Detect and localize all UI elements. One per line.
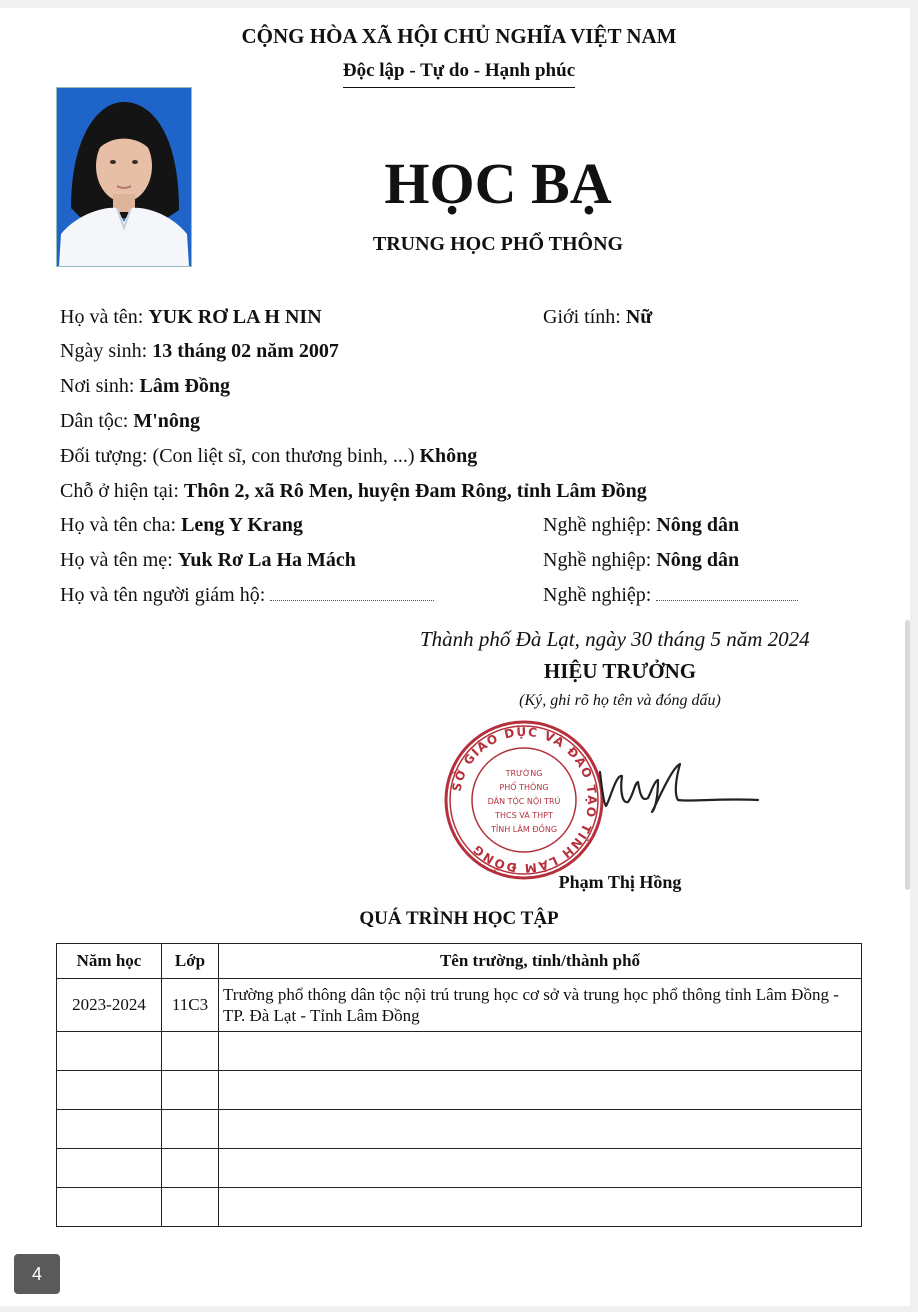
history-title: QUÁ TRÌNH HỌC TẬP	[359, 908, 559, 929]
guardian-label: Họ và tên người giám hộ:	[60, 584, 266, 606]
school-year-cell	[57, 1032, 162, 1071]
stamp-line-3: DÂN TỘC NỘI TRÚ	[487, 797, 561, 806]
school-year-cell	[57, 1071, 162, 1110]
student-category: Không	[419, 445, 478, 467]
mother-job-row	[543, 549, 739, 572]
father-job: Nông dân	[656, 514, 740, 536]
table-row	[57, 979, 862, 1032]
gender-row	[543, 306, 652, 329]
guardian-job-blank	[656, 588, 798, 601]
ethnicity-label: Dân tộc:	[60, 410, 129, 432]
school-name-cell	[219, 1188, 862, 1227]
vertical-scrollbar[interactable]	[905, 620, 910, 890]
name-row	[60, 306, 322, 329]
motto-container	[0, 60, 918, 88]
mother-row	[60, 549, 356, 572]
guardian-row	[60, 584, 434, 607]
father-job-label: Nghề nghiệp:	[543, 514, 652, 536]
category-row	[60, 445, 477, 468]
study-history-table	[56, 943, 862, 1227]
birthplace-row	[60, 375, 230, 398]
table-row	[57, 1110, 862, 1149]
national-header: CỘNG HÒA XÃ HỘI CHỦ NGHĨA VIỆT NAM	[241, 24, 677, 48]
father-row	[60, 514, 303, 537]
school-year-cell: 2023-2024	[57, 979, 162, 1032]
class-cell: 11C3	[162, 979, 219, 1032]
table-header-row	[57, 944, 862, 979]
address-row	[60, 480, 647, 503]
student-birthplace: Lâm Đồng	[139, 375, 231, 397]
school-name-cell	[219, 1032, 862, 1071]
mother-name: Yuk Rơ La Ha Mách	[177, 549, 356, 571]
document-title: HỌC BẠ	[384, 151, 612, 216]
stamp-line-4: THCS VÀ THPT	[495, 811, 553, 820]
mother-label: Họ và tên mẹ:	[60, 549, 173, 571]
signature-note: (Ký, ghi rõ họ tên và đóng dấu)	[519, 692, 721, 709]
table-row	[57, 1071, 862, 1110]
class-cell	[162, 1110, 219, 1149]
table-row	[57, 1149, 862, 1188]
stamp-line-5: TỈNH LÂM ĐỒNG	[490, 825, 558, 834]
school-year-cell	[57, 1110, 162, 1149]
class-cell	[162, 1188, 219, 1227]
school-stamp	[440, 716, 608, 884]
gender-label: Giới tính:	[543, 306, 621, 328]
ethnicity-row	[60, 410, 200, 433]
school-name-cell: Trường phổ thông dân tộc nội trú trung học cơ sở và trung học phổ thông tỉnh Lâm Đồng - TP. Đà Lạt - Tỉnh Lâm Đồng	[219, 979, 862, 1032]
class-cell	[162, 1149, 219, 1188]
document-subtitle: TRUNG HỌC PHỔ THÔNG	[372, 233, 624, 255]
dob-row	[60, 340, 339, 363]
school-name-cell	[219, 1071, 862, 1110]
guardian-blank	[270, 588, 434, 601]
school-name-cell	[219, 1149, 862, 1188]
student-gender: Nữ	[625, 306, 653, 328]
school-year-cell	[57, 1188, 162, 1227]
category-label: Đối tượng: (Con liệt sĩ, con thương binh, ...)	[60, 445, 415, 467]
table-row	[57, 1032, 862, 1071]
address-label: Chỗ ở hiện tại:	[60, 480, 179, 502]
student-address: Thôn 2, xã Rô Men, huyện Đam Rông, tỉnh Lâm Đồng	[183, 480, 647, 502]
dob-label: Ngày sinh:	[60, 340, 148, 362]
national-motto: Độc lập - Tự do - Hạnh phúc	[343, 60, 575, 88]
issue-date: Thành phố Đà Lạt, ngày 30 tháng 5 năm 2024	[420, 627, 810, 651]
class-cell	[162, 1032, 219, 1071]
stamp-line-1: TRƯỜNG	[505, 769, 543, 778]
stamp-outer-text: SỞ GIÁO DỤC VÀ ĐÀO TẠO TỈNH LÂM ĐỒNG	[449, 724, 600, 876]
stamp-line-2: PHỔ THÔNG	[499, 783, 549, 792]
father-name: Leng Y Krang	[181, 514, 303, 536]
guardian-job-row	[543, 584, 798, 607]
name-label: Họ và tên:	[60, 306, 144, 328]
school-year-cell	[57, 1149, 162, 1188]
header-class: Lớp	[162, 944, 219, 979]
student-ethnicity: M'nông	[133, 410, 200, 432]
mother-job: Nông dân	[656, 549, 740, 571]
student-dob: 13 tháng 02 năm 2007	[152, 340, 339, 362]
principal-title: HIỆU TRƯỞNG	[543, 659, 697, 683]
header-school-year: Năm học	[57, 944, 162, 979]
table-row	[57, 1188, 862, 1227]
handwritten-signature	[594, 760, 764, 820]
father-label: Họ và tên cha:	[60, 514, 177, 536]
page-number-badge[interactable]: 4	[14, 1254, 60, 1294]
guardian-job-label: Nghề nghiệp:	[543, 584, 652, 606]
father-job-row	[543, 514, 739, 537]
mother-job-label: Nghề nghiệp:	[543, 549, 652, 571]
birthplace-label: Nơi sinh:	[60, 375, 135, 397]
student-name: YUK RƠ LA H NIN	[148, 306, 322, 328]
class-cell	[162, 1071, 219, 1110]
header-school-name: Tên trường, tỉnh/thành phố	[219, 944, 862, 979]
school-name-cell	[219, 1110, 862, 1149]
signer-name: Phạm Thị Hồng	[558, 872, 682, 892]
